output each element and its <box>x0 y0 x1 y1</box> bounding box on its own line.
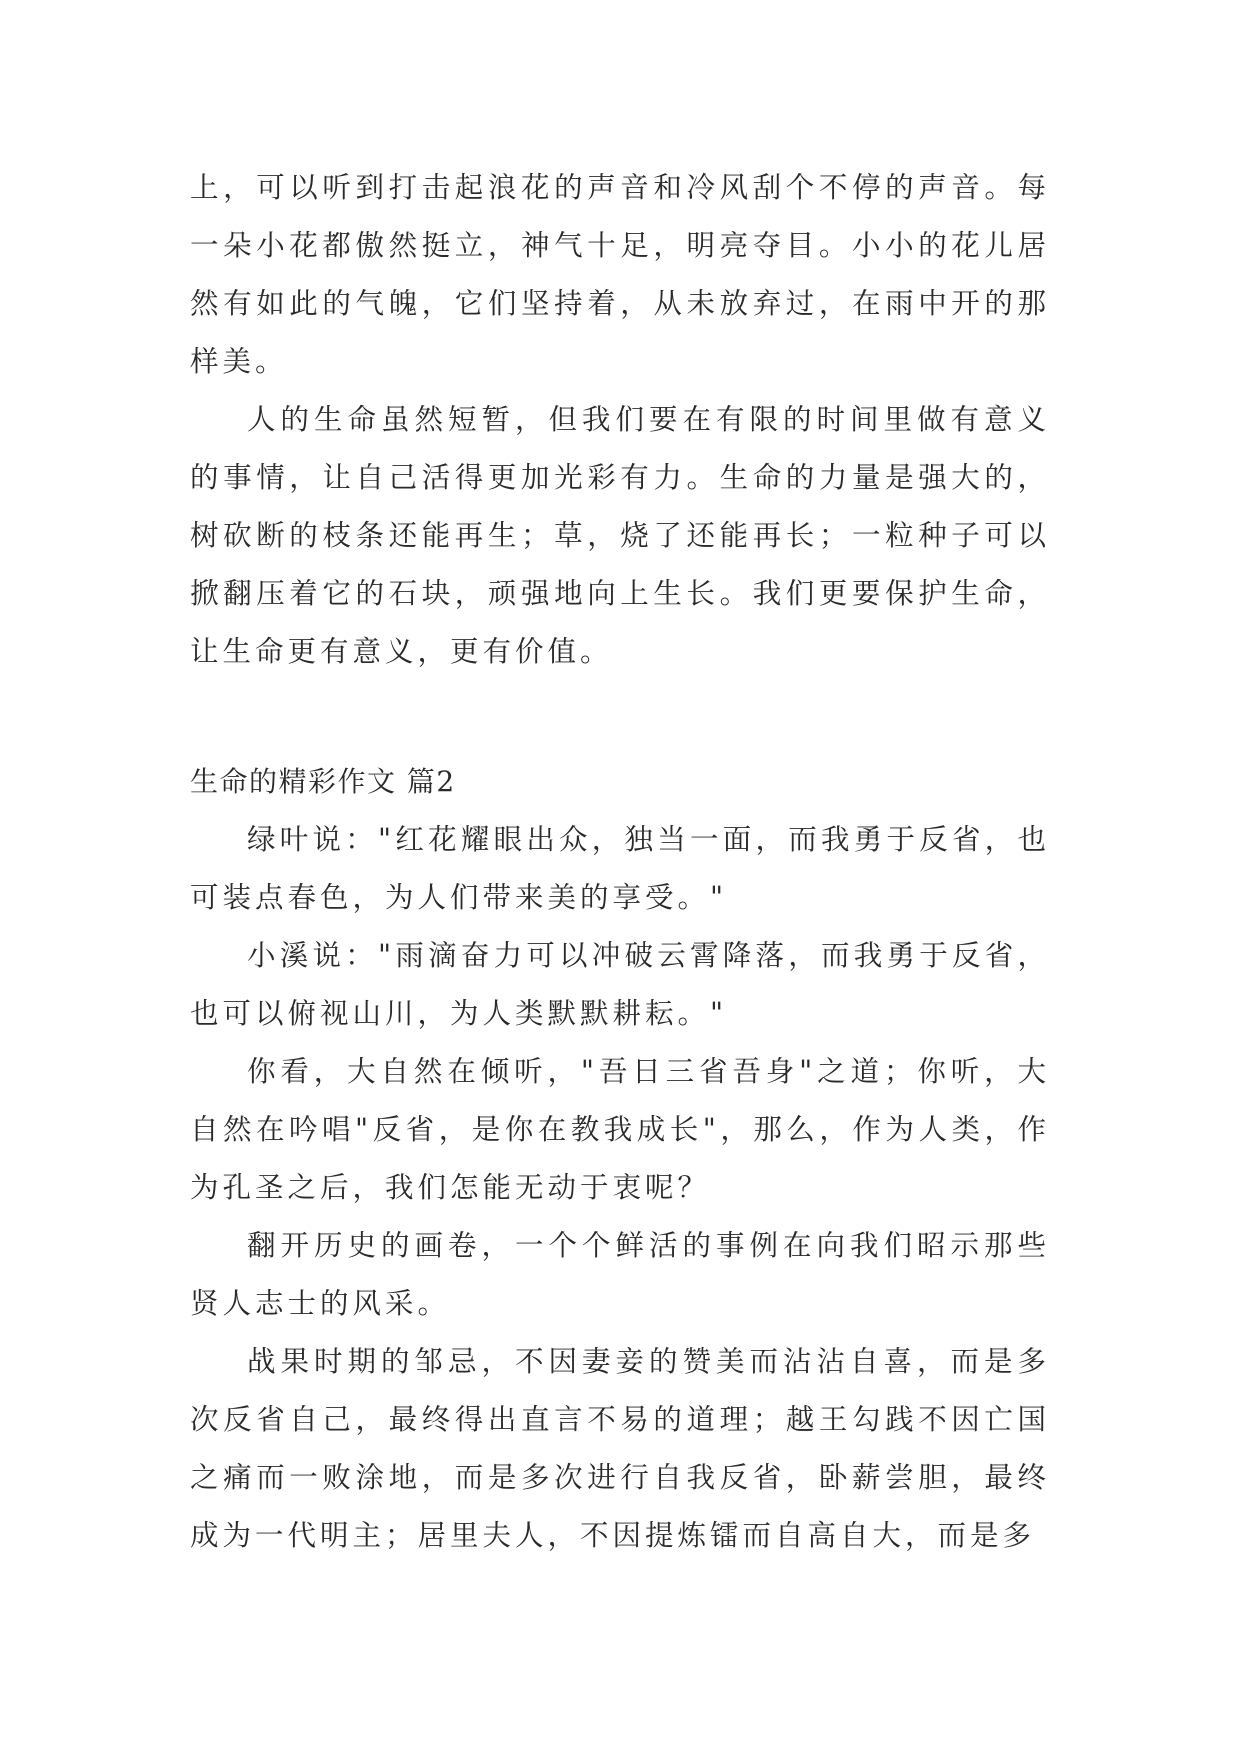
paragraph: 绿叶说："红花耀眼出众，独当一面，而我勇于反省，也可装点春色，为人们带来美的享受。" <box>190 823 1050 914</box>
paragraph: 小溪说："雨滴奋力可以冲破云霄降落，而我勇于反省，也可以俯视山川，为人类默默耕耘。" <box>190 939 1050 1030</box>
document-body <box>190 159 1050 1565</box>
section-title: 生命的精彩作文 篇2 <box>190 765 456 798</box>
paragraph: 你看，大自然在倾听，"吾日三省吾身"之道；你听，大自然在吟唱"反省，是你在教我成长"，那么，作为人类，作为孔圣之后，我们怎能无动于衷呢？ <box>190 1055 1050 1204</box>
paragraph: 人的生命虽然短暂，但我们要在有限的时间里做有意义的事情，让自己活得更加光彩有力。生命的力量是强大的，树砍断的枝条还能再生；草，烧了还能再长；一粒种子可以掀翻压着它的石块，顽强地向上生长。我们更要保护生命，让生命更有意义，更有价值。 <box>190 403 1050 668</box>
paragraph: 战果时期的邹忌，不因妻妾的赞美而沾沾自喜，而是多次反省自己，最终得出直言不易的道理；越王勾践不因亡国之痛而一败涂地，而是多次进行自我反省，卧薪尝胆，最终成为一代明主；居里夫人，不因提炼镭而自高自大，而是多 <box>190 1345 1050 1552</box>
paragraph-continued: 上，可以听到打击起浪花的声音和冷风刮个不停的声音。每一朵小花都傲然挺立，神气十足，明亮夺目。小小的花儿居然有如此的气魄，它们坚持着，从未放弃过，在雨中开的那样美。 <box>190 171 1050 378</box>
paragraph: 翻开历史的画卷，一个个鲜活的事例在向我们昭示那些贤人志士的风采。 <box>190 1229 1050 1320</box>
